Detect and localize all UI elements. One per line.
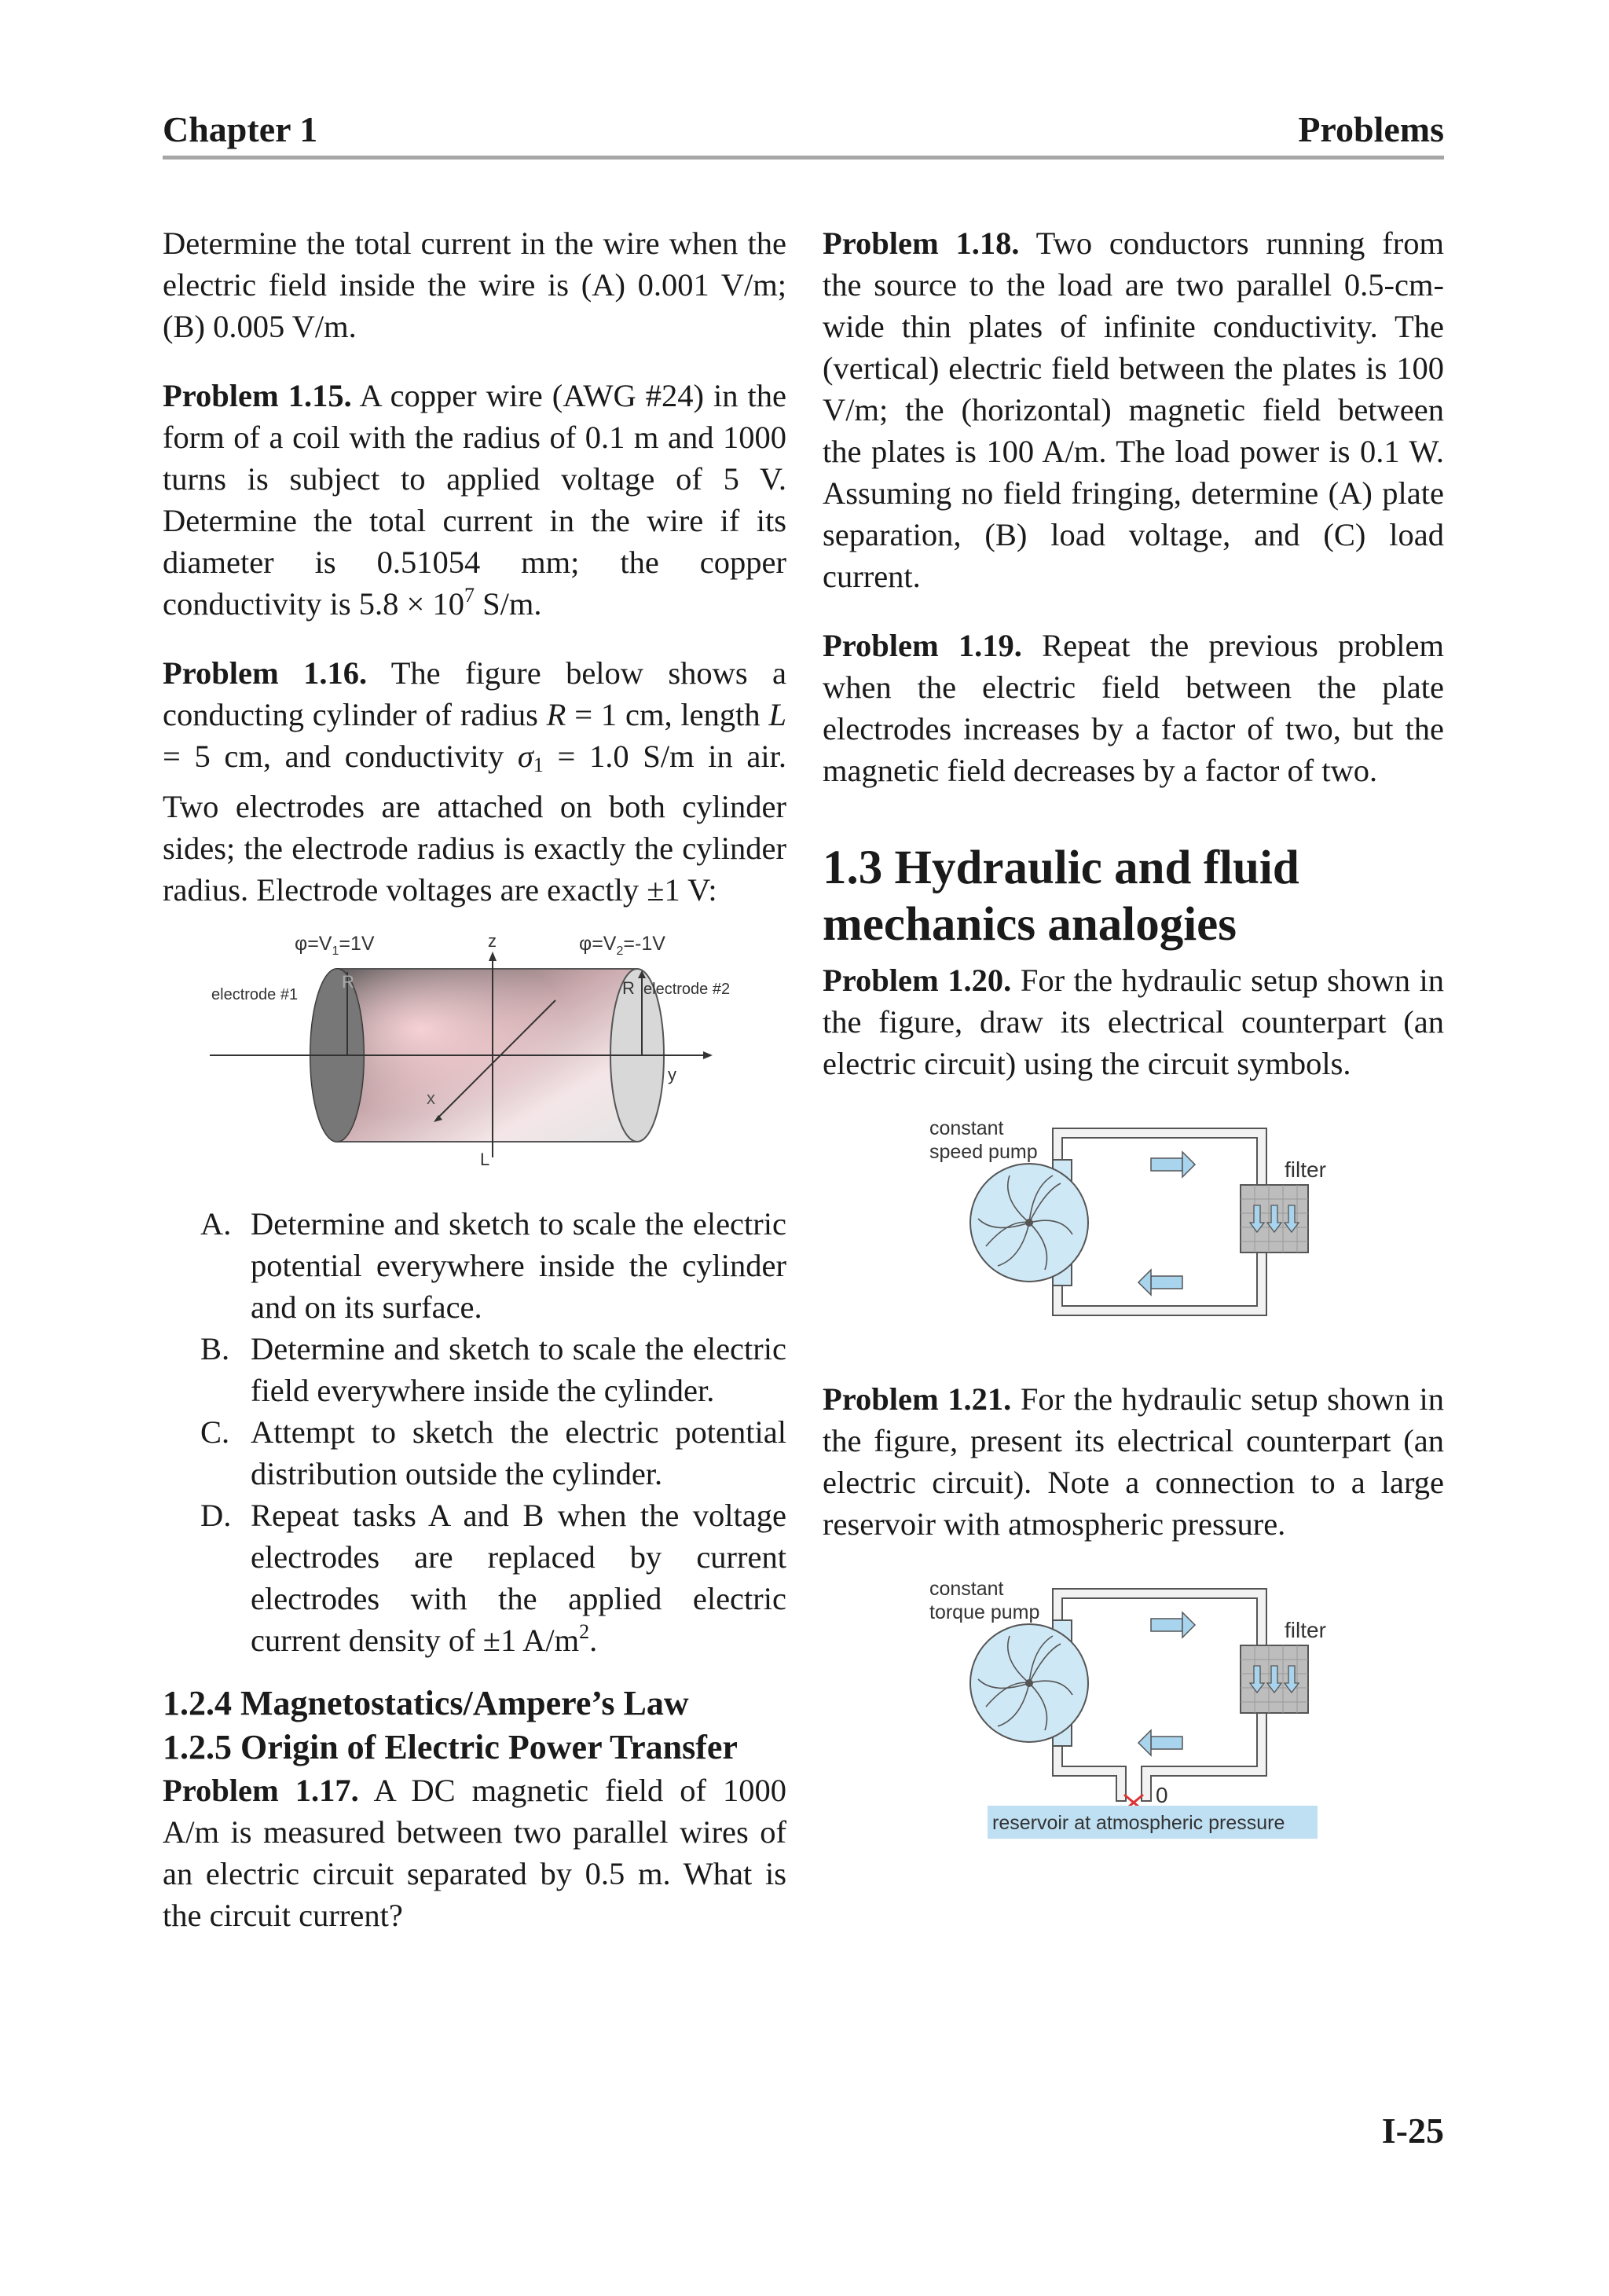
- problem-text: = 5 cm, and conductivity: [163, 739, 518, 774]
- pressure-zero-label: 0: [1156, 1783, 1168, 1807]
- problem-1-15: [163, 375, 786, 625]
- problem-title: Problem 1.19.: [823, 628, 1022, 663]
- problem-text: A copper wire (AWG #24) in the form of a coil with the radius of 0.1 m and 1000 turns is subject to applied voltage of 5 V. Determine the total current in the wire if its diameter is 0.51054 mm; the copper conductivity is 5.8 × 10: [163, 378, 786, 622]
- z-label: z: [488, 931, 497, 951]
- task-item: C. Attempt to sketch the electric potential distribution outside the cylinder.: [200, 1414, 786, 1491]
- problem-text: A DC magnetic field of 1000 A/m is measured between two parallel wires of an electric circuit separated by 0.5 m. What is the circuit current?: [163, 1773, 786, 1933]
- problem-1-19: [823, 625, 1444, 791]
- filter-label: filter: [1285, 1618, 1326, 1642]
- filter-label: filter: [1285, 1157, 1326, 1182]
- problem-text: Repeat the previous problem when the electric field between the plate electrodes increases by a factor of two, but the magnetic field decreases by a factor of two.: [823, 628, 1444, 788]
- hydraulic-figure-2: [823, 1573, 1444, 1848]
- right-column: [823, 222, 1444, 1848]
- pump-label-line2: speed pump: [929, 1141, 1038, 1163]
- problem-1-21: [823, 1378, 1444, 1545]
- electrode-2-label: electrode #2: [643, 981, 731, 998]
- header-rule: [163, 156, 1444, 160]
- pump-label-line2: torque pump: [929, 1601, 1040, 1623]
- y-axis-arrow: [703, 1051, 713, 1059]
- problem-text: = 1 cm, length: [566, 697, 769, 732]
- subsection-1-2-4: 1.2.4 Magnetostatics/Ampere’s Law: [163, 1684, 689, 1722]
- flow-arrow-right: [1151, 1612, 1195, 1638]
- z-axis-arrow: [489, 952, 497, 961]
- subscript: 1: [533, 754, 544, 776]
- problem-1-20: [823, 959, 1444, 1084]
- length-label: L: [480, 1150, 490, 1169]
- problem-text: For the hydraulic setup shown in the figure, draw its electrical counterpart (an electric circuit) using the circuit symbols.: [823, 963, 1444, 1081]
- problem-1-18: [823, 222, 1444, 597]
- problem-1-17: [163, 1770, 786, 1936]
- x-label: x: [427, 1088, 435, 1108]
- v1-label: $\varphi=V_1=1V$: [295, 933, 375, 958]
- electrode-1-label: electrode #1: [211, 986, 299, 1003]
- problem-title: Problem 1.17.: [163, 1773, 359, 1808]
- reservoir-label: reservoir at atmospheric pressure: [992, 1812, 1285, 1834]
- problem-text: Two conductors running from the source to the load are two parallel 0.5-cm-wide thin plates of infinite conductivity. The (vertical) electric field between the plates is 100 V/m; the (horizontal) magnetic field between the plates is 100 A/m. The load power is 0.1 W. Assuming no field fringing, determine (A) plate separation, (B) load voltage, and (C) load current.: [823, 226, 1444, 594]
- radius-label-1: R: [342, 972, 354, 992]
- pump-label-line1: constant: [929, 1117, 1004, 1139]
- symbol-sigma: σ: [517, 739, 533, 774]
- flow-arrow-left: [1138, 1270, 1182, 1295]
- section-1-3-heading: 1.3 Hydraulic and fluid mechanics analogies: [823, 842, 1299, 951]
- left-column: [163, 222, 786, 1936]
- problem-text: The figure below shows a conducting cylinder of radius: [163, 655, 786, 732]
- problem-text: For the hydraulic setup shown in the figure, present its electrical counterpart (an electric circuit). Note a connection to a large reservoir with atmospheric pressure.: [823, 1381, 1444, 1542]
- section-header: Problems: [1298, 109, 1444, 149]
- problem-text: = 1.0 S/m in air. Two electrodes are attached on both cylinder sides; the electrode radius is exactly the cylinder radius. Electrode voltages are exactly ±1 V:: [163, 739, 786, 908]
- problem-1-16: [163, 652, 786, 911]
- problem-title: Problem 1.20.: [823, 963, 1012, 998]
- symbol-L: L: [768, 697, 786, 732]
- filter-element: [1241, 1645, 1308, 1713]
- task-item: A. Determine and sketch to scale the electric potential everywhere inside the cylinder and on its surface.: [200, 1206, 786, 1325]
- radius-label-2: R: [622, 978, 635, 998]
- subsection-1-2-5: 1.2.5 Origin of Electric Power Transfer: [163, 1728, 738, 1766]
- symbol-R: R: [546, 697, 566, 732]
- problem-title: Problem 1.15.: [163, 378, 352, 413]
- pump-label-line1: constant: [929, 1578, 1004, 1600]
- exponent: 7: [464, 584, 475, 607]
- flow-arrow-left: [1138, 1730, 1182, 1755]
- problem-1-14-continuation: Determine the total current in the wire when the electric field inside the wire is (A) 0.001 V/m; (B) 0.005 V/m.: [163, 226, 786, 344]
- v2-label: $\varphi=V_2=-1V$: [579, 933, 665, 958]
- task-item: D. Repeat tasks A and B when the voltage electrodes are replaced by current electrodes with the applied electric current density of ±1 $A/m^2$.: [200, 1498, 786, 1658]
- flow-arrow-right: [1151, 1152, 1195, 1177]
- cylinder-figure: [163, 930, 786, 1181]
- hydraulic-figure-1: [823, 1113, 1444, 1341]
- task-list: [163, 1203, 786, 1661]
- task-item: B. Determine and sketch to scale the electric field everywhere inside the cylinder.: [200, 1331, 786, 1408]
- problem-title: Problem 1.16.: [163, 655, 368, 691]
- problem-title: Problem 1.21.: [823, 1381, 1012, 1417]
- chapter-header: Chapter 1: [163, 109, 318, 149]
- page-number: I-25: [1381, 2111, 1444, 2151]
- problem-text-end: S/m.: [474, 586, 542, 622]
- problem-title: Problem 1.18.: [823, 226, 1020, 261]
- filter-element: [1241, 1185, 1308, 1253]
- y-label: y: [668, 1065, 676, 1084]
